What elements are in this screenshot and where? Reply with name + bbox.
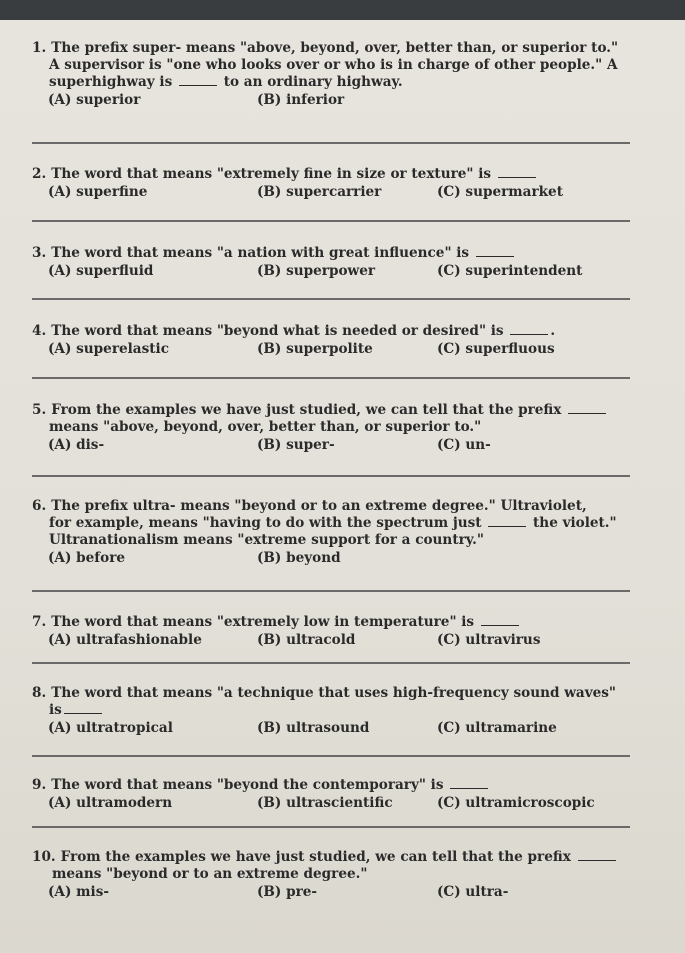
- option-a[interactable]: (A) superelastic: [48, 341, 169, 357]
- answer-options: [32, 550, 632, 567]
- option-b[interactable]: (B) super-: [257, 437, 335, 453]
- question-3: [32, 245, 632, 280]
- question-text: means "above, beyond, over, better than, or superior to.": [49, 419, 482, 435]
- worksheet-page: [0, 20, 685, 953]
- question-number: 5.: [32, 402, 47, 418]
- question-6: [32, 498, 632, 567]
- answer-blank[interactable]: [179, 74, 217, 86]
- option-c[interactable]: (C) ultramicroscopic: [437, 795, 595, 811]
- option-c[interactable]: (C) un-: [437, 437, 491, 453]
- option-b[interactable]: (B) supercarrier: [257, 184, 382, 200]
- prefix-term: ultra-: [132, 498, 176, 514]
- question-text: to an ordinary highway.: [223, 74, 403, 90]
- option-b[interactable]: (B) superpolite: [257, 341, 373, 357]
- question-1: [32, 40, 632, 109]
- answer-blank[interactable]: [476, 245, 514, 257]
- question-text: for example, means "having to do with the spectrum just: [49, 515, 482, 531]
- option-a[interactable]: (A) dis-: [48, 437, 105, 453]
- question-number: 2.: [32, 166, 47, 182]
- question-number: 7.: [32, 614, 47, 630]
- divider: [32, 475, 630, 477]
- answer-options: [32, 884, 632, 901]
- question-number: 9.: [32, 777, 47, 793]
- question-text: The word that means "a technique that uses high-frequency sound waves": [51, 685, 617, 701]
- option-a[interactable]: (A) superior: [48, 92, 141, 108]
- question-number: 8.: [32, 685, 47, 701]
- question-text: A supervisor is "one who looks over or who is in charge of other people." A: [49, 57, 618, 73]
- option-c[interactable]: (C) supermarket: [437, 184, 563, 200]
- question-9: [32, 777, 632, 812]
- top-bar: [0, 0, 685, 20]
- divider: [32, 220, 630, 222]
- question-number: 10.: [32, 849, 56, 865]
- answer-blank[interactable]: [481, 614, 519, 626]
- option-b[interactable]: (B) ultracold: [257, 632, 356, 648]
- option-a[interactable]: (A) ultrafashionable: [48, 632, 202, 648]
- option-b[interactable]: (B) ultrasound: [257, 720, 370, 736]
- question-text: The word that means "extremely low in temperature" is: [51, 614, 475, 630]
- question-text: means "beyond or to an extreme degree.": [180, 498, 496, 514]
- option-a[interactable]: (A) before: [48, 550, 126, 566]
- option-b[interactable]: (B) beyond: [257, 550, 341, 566]
- answer-blank[interactable]: [498, 166, 536, 178]
- answer-blank[interactable]: [64, 702, 102, 714]
- option-c[interactable]: (C) ultra-: [437, 884, 509, 900]
- option-a[interactable]: (A) superfine: [48, 184, 148, 200]
- option-c[interactable]: (C) ultravirus: [437, 632, 541, 648]
- question-text: The prefix super- means "above, beyond, over, better than, or superior to.": [51, 40, 619, 56]
- divider: [32, 142, 630, 144]
- answer-blank[interactable]: [568, 402, 606, 414]
- answer-options: [32, 92, 632, 109]
- question-text: means "extreme support for a country.": [183, 532, 484, 548]
- divider: [32, 755, 630, 757]
- example-term: Ultraviolet,: [500, 498, 587, 514]
- question-text: The word that means "beyond the contemporary" is: [51, 777, 444, 793]
- option-a[interactable]: (A) mis-: [48, 884, 109, 900]
- option-b[interactable]: (B) pre-: [257, 884, 318, 900]
- answer-blank[interactable]: [488, 515, 526, 527]
- question-7: [32, 614, 632, 649]
- divider: [32, 377, 630, 379]
- option-c[interactable]: (C) superintendent: [437, 263, 583, 279]
- question-number: 3.: [32, 245, 47, 261]
- answer-blank[interactable]: [510, 323, 548, 335]
- answer-blank[interactable]: [450, 777, 488, 789]
- option-a[interactable]: (A) ultramodern: [48, 795, 173, 811]
- question-2: [32, 166, 632, 201]
- question-text: From the examples we have just studied, we can tell that the prefix: [51, 402, 562, 418]
- divider: [32, 298, 630, 300]
- answer-options: [32, 720, 632, 737]
- answer-options: [32, 795, 632, 812]
- option-a[interactable]: (A) ultratropical: [48, 720, 173, 736]
- question-text: The prefix: [51, 498, 128, 514]
- option-a[interactable]: (A) superfluid: [48, 263, 154, 279]
- question-text: is: [49, 702, 62, 718]
- option-c[interactable]: (C) superfluous: [437, 341, 555, 357]
- question-text: From the examples we have just studied, we can tell that the prefix: [60, 849, 571, 865]
- option-b[interactable]: (B) inferior: [257, 92, 345, 108]
- option-c[interactable]: (C) ultramarine: [437, 720, 557, 736]
- question-text: the violet.": [533, 515, 617, 531]
- divider: [32, 662, 630, 664]
- question-text: superhighway is: [49, 74, 173, 90]
- answer-options: [32, 341, 632, 358]
- question-10: [32, 849, 632, 901]
- question-5: [32, 402, 632, 454]
- question-number: 1.: [32, 40, 47, 56]
- option-b[interactable]: (B) superpower: [257, 263, 376, 279]
- answer-blank[interactable]: [578, 849, 616, 861]
- question-text: The word that means "a nation with great influence" is: [51, 245, 470, 261]
- option-b[interactable]: (B) ultrascientific: [257, 795, 393, 811]
- answer-options: [32, 632, 632, 649]
- answer-options: [32, 184, 632, 201]
- question-number: 6.: [32, 498, 47, 514]
- answer-options: [32, 263, 632, 280]
- question-text: means "beyond or to an extreme degree.": [52, 866, 368, 882]
- answer-options: [32, 437, 632, 454]
- question-8: [32, 685, 632, 737]
- question-text: The word that means "extremely fine in size or texture" is: [51, 166, 492, 182]
- question-number: 4.: [32, 323, 47, 339]
- divider: [32, 826, 630, 828]
- example-term: Ultranationalism: [49, 532, 179, 548]
- question-text: .: [550, 323, 556, 339]
- question-4: [32, 323, 632, 358]
- question-text: The word that means "beyond what is needed or desired" is: [51, 323, 504, 339]
- divider: [32, 590, 630, 592]
